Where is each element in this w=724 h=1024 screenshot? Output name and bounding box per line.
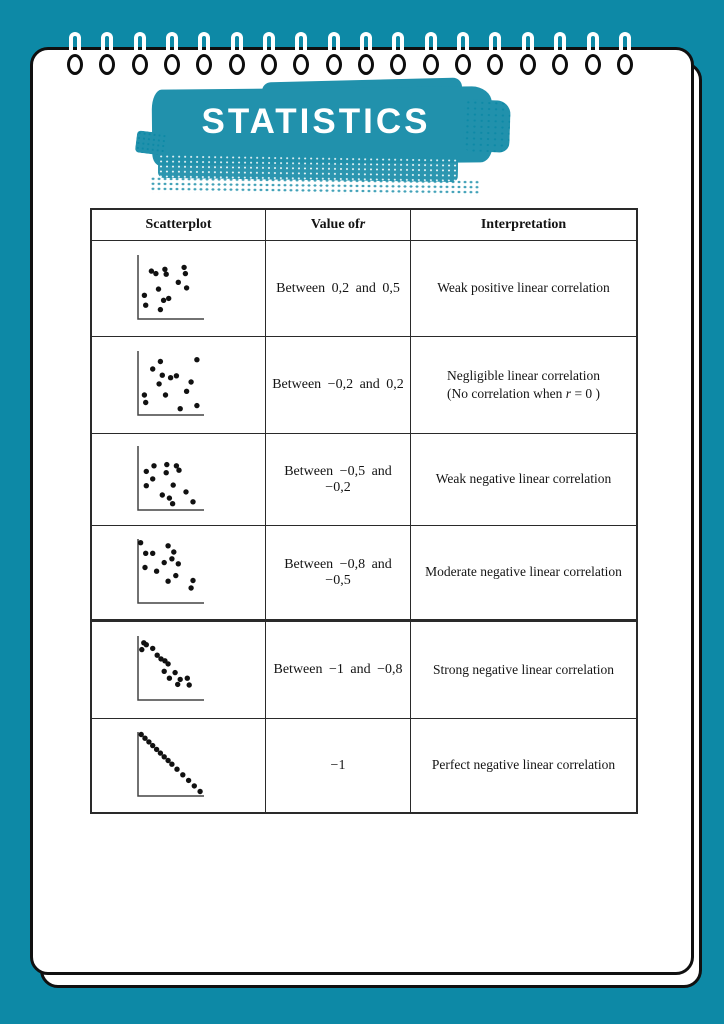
spiral-binding bbox=[66, 32, 634, 80]
spiral-ring bbox=[454, 32, 472, 80]
spiral-ring bbox=[422, 32, 440, 80]
correlation-table-lower bbox=[90, 620, 638, 814]
table-row bbox=[92, 336, 636, 433]
spiral-ring bbox=[616, 32, 634, 80]
spiral-ring bbox=[260, 32, 278, 80]
scatterplot-image bbox=[124, 728, 234, 804]
interpretation-cell bbox=[411, 337, 636, 433]
ring-hole-icon bbox=[164, 54, 180, 75]
spiral-ring bbox=[131, 32, 149, 80]
ring-hole-icon bbox=[585, 54, 601, 75]
spiral-ring bbox=[98, 32, 116, 80]
scatterplot-image bbox=[124, 535, 234, 611]
value-cell: Between −0,2 and 0,2 bbox=[266, 337, 411, 433]
scatterplot-image bbox=[124, 347, 234, 423]
spiral-ring bbox=[195, 32, 213, 80]
spiral-ring bbox=[551, 32, 569, 80]
ring-hole-icon bbox=[293, 54, 309, 75]
spiral-ring bbox=[325, 32, 343, 80]
ring-hole-icon bbox=[358, 54, 374, 75]
scatterplot-cell bbox=[92, 719, 266, 812]
title-brush bbox=[142, 80, 510, 200]
header-value-of-r bbox=[266, 210, 411, 240]
spiral-ring bbox=[292, 32, 310, 80]
scatterplot-cell bbox=[92, 337, 266, 433]
scatterplot-cell bbox=[92, 622, 266, 718]
interpretation-line2: (No correlation when r = 0 ) bbox=[446, 386, 601, 401]
scatterplot-image bbox=[124, 442, 234, 518]
spiral-ring bbox=[228, 32, 246, 80]
value-cell: Between 0,2 and 0,5 bbox=[266, 241, 411, 336]
ring-hole-icon bbox=[617, 54, 633, 75]
ring-hole-icon bbox=[229, 54, 245, 75]
value-cell: Between −0,8 and −0,5 bbox=[266, 526, 411, 619]
ring-hole-icon bbox=[520, 54, 536, 75]
table-header-row bbox=[92, 210, 636, 240]
ring-hole-icon bbox=[552, 54, 568, 75]
ring-hole-icon bbox=[423, 54, 439, 75]
correlation-table-upper bbox=[90, 208, 638, 621]
ring-hole-icon bbox=[196, 54, 212, 75]
ring-hole-icon bbox=[99, 54, 115, 75]
header-scatterplot: Scatterplot bbox=[92, 210, 266, 240]
spiral-ring bbox=[584, 32, 602, 80]
header-value-prefix: Value of bbox=[310, 217, 360, 232]
interpretation-cell: Strong negative linear correlation bbox=[432, 661, 615, 677]
spiral-ring bbox=[519, 32, 537, 80]
interpretation-line1: Negligible linear correlation bbox=[447, 367, 600, 383]
ring-hole-icon bbox=[132, 54, 148, 75]
table-row bbox=[92, 622, 636, 718]
value-cell: −1 bbox=[266, 719, 411, 812]
ring-hole-icon bbox=[326, 54, 342, 75]
scatterplot-image bbox=[124, 251, 234, 327]
table-row bbox=[92, 240, 636, 336]
table-row bbox=[92, 525, 636, 619]
page-title: STATISTICS bbox=[201, 102, 431, 141]
ring-hole-icon bbox=[67, 54, 83, 75]
interpretation-cell: Moderate negative linear correlation bbox=[425, 564, 622, 580]
spiral-ring bbox=[389, 32, 407, 80]
table-row bbox=[92, 433, 636, 525]
interpretation-cell: Weak positive linear correlation bbox=[437, 280, 610, 296]
ring-hole-icon bbox=[455, 54, 471, 75]
interpretation-cell: Perfect negative linear correlation bbox=[431, 757, 616, 773]
scatterplot-cell bbox=[92, 434, 266, 525]
scatterplot-image bbox=[124, 632, 234, 708]
interpretation-cell: Weak negative linear correlation bbox=[435, 471, 612, 487]
spiral-ring bbox=[357, 32, 375, 80]
value-cell: Between −0,5 and −0,2 bbox=[266, 434, 411, 525]
header-interpretation: Interpretation bbox=[480, 217, 567, 232]
ring-hole-icon bbox=[390, 54, 406, 75]
ring-hole-icon bbox=[487, 54, 503, 75]
ring-hole-icon bbox=[261, 54, 277, 75]
scatterplot-cell bbox=[92, 526, 266, 619]
value-cell: Between −1 and −0,8 bbox=[266, 622, 411, 718]
scatterplot-cell bbox=[92, 241, 266, 336]
spiral-ring bbox=[486, 32, 504, 80]
header-value-r: r bbox=[359, 217, 366, 232]
spiral-ring bbox=[163, 32, 181, 80]
brush-stroke bbox=[150, 176, 480, 195]
table-row bbox=[92, 718, 636, 812]
spiral-ring bbox=[66, 32, 84, 80]
